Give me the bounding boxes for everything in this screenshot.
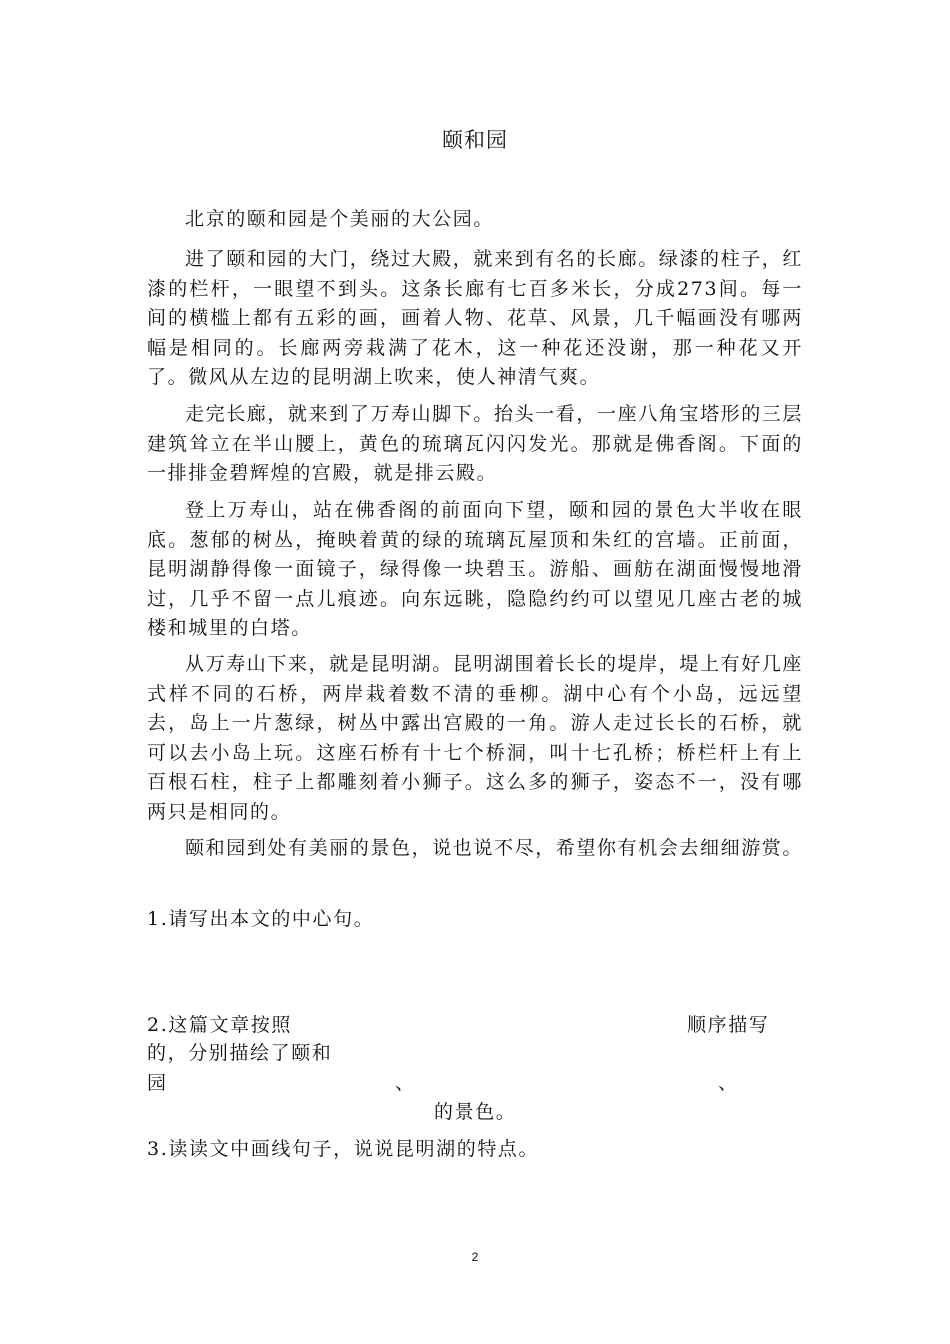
paragraph-1: 北京的颐和园是个美丽的大公园。: [185, 208, 495, 230]
paragraph-6: 颐和园到处有美丽的景色，说也说不尽，希望你有机会去细细游赏。: [185, 837, 804, 859]
paragraph-4: 登上万寿山，站在佛香阁的前面向下望，颐和园的景色大半收在眼底。葱郁的树丛，掩映着黄的绿的琉璃瓦屋顶和朱红的宫墙。正前面，昆明湖静得像一面镜子，绿得像一块碧玉。游船、画舫在湖面慢慢地滑过，几乎不留一点儿痕迹。向东远眺，隐隐约约可以望见几座古老的城楼和城里的白塔。: [147, 499, 803, 639]
question-2-text-line2: 的，分别描绘了颐和: [147, 1042, 333, 1064]
page-number: 2: [471, 1250, 479, 1264]
question-2-order-suffix: 顺序描写: [687, 1014, 770, 1036]
paragraph-5: 从万寿山下来，就是昆明湖。昆明湖围着长长的堤岸，堤上有好几座式样不同的石桥，两岸栽着数不清的垂柳。湖中心有个小岛，远远望去，岛上一片葱绿，树丛中露出宫殿的一角。游人走过长长的石桥，就可以去小岛上玩。这座石桥有十七个桥洞，叫十七孔桥；桥栏杆上有上百根石柱，柱子上都雕刻着小狮子。这么多的狮子，姿态不一，没有哪两只是相同的。: [147, 653, 804, 823]
question-3: 3.读读文中画线句子，说说昆明湖的特点。: [147, 1138, 540, 1160]
question-2-text-line3: 园: [147, 1072, 168, 1094]
question-2-ending: 的景色。: [434, 1101, 517, 1123]
paragraph-2: 进了颐和园的大门，绕过大殿，就来到有名的长廊。绿漆的柱子，红漆的栏杆，一眼望不到头。这条长廊有七百多米长，分成273间。每一间的横槛上都有五彩的画，画着人物、花草、风景，几千幅画没有哪两幅是相同的。长廊两旁栽满了花木，这一种花还没谢，那一种花又开了。微风从左边的昆明湖上吹来，使人神清气爽。: [147, 248, 804, 388]
paragraph-3: 走完长廊，就来到了万寿山脚下。抬头一看，一座八角宝塔形的三层建筑耸立在半山腰上，黄色的琉璃瓦闪闪发光。那就是佛香阁。下面的一排排金碧辉煌的宫殿，就是排云殿。: [147, 403, 804, 484]
question-2-text: 2.这篇文章按照: [147, 1014, 292, 1036]
question-1: 1.请写出本文的中心句。: [147, 908, 375, 930]
question-2-separator-2: 、: [718, 1072, 739, 1094]
page-title: 颐和园: [442, 128, 508, 152]
question-2-separator-1: 、: [395, 1072, 416, 1094]
